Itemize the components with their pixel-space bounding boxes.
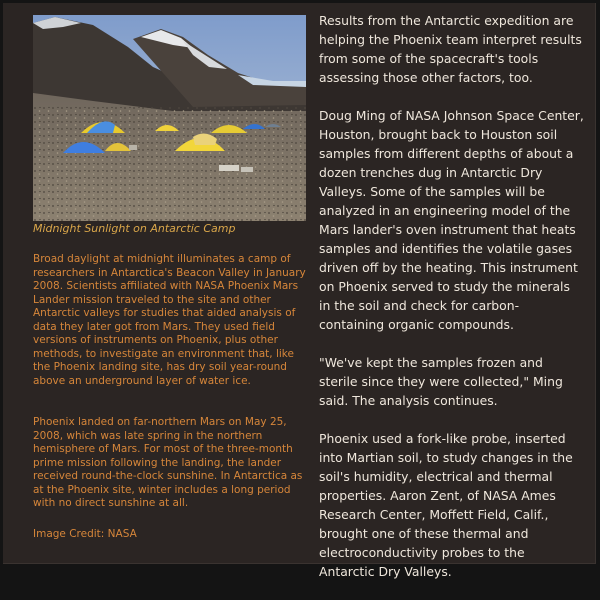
- right-paragraph-2: Doug Ming of NASA Johnson Space Center, Houston, brought back to Houston soil samples from different depths of about a dozen trenches dug in Antarctic Dry Valleys. Some of the samples will be analyzed in an engineering model of the Mars lander's oven instrument that heats samples and identifies the volatile gases driven off by the heating. This instrument on Phoenix served to study the minerals in the soil and check for carbon-containing organic compounds.: [319, 108, 584, 332]
- left-paragraph-1: Broad daylight at midnight illuminates a camp of researchers in Antarctica's Beacon Valley in January 2008. Scientists affiliated with NASA Phoenix Mars Lander mission traveled to the site and other Antarctic valleys for studies that aided analysis of data they later got from Mars. They used field versions of instruments on Phoenix, plus other methods, to investigate an environment that, like the Phoenix landing site, has dry soil year-round above an underground layer of water ice.: [33, 253, 306, 387]
- right-paragraph-1: Results from the Antarctic expedition are helping the Phoenix team interpret results from some of the spacecraft's tools assessing those other factors, too.: [319, 13, 582, 85]
- camp-photo: [33, 15, 306, 221]
- photo-caption: Midnight Sunlight on Antarctic Camp: [33, 222, 236, 235]
- right-paragraph-4: Phoenix used a fork-like probe, inserted into Martian soil, to study changes in the soil's humidity, electrical and thermal properties. Aaron Zent, of NASA Ames Research Center, Moffett Field, Calif., brought one of these thermal and electroconductivity probes to the Antarctic Dry Valleys.: [319, 431, 573, 579]
- article-body: [319, 11, 584, 600]
- right-paragraph-3: "We've kept the samples frozen and sterile since they were collected," Ming said. The analysis continues.: [319, 355, 563, 408]
- left-paragraph-2: Phoenix landed on far-northern Mars on May 25, 2008, which was late spring in the northern hemisphere of Mars. For most of the three-month prime mission following the landing, the lander received round-the-clock sunshine. In Antarctica as at the Phoenix site, winter includes a long period with no direct sunshine at all.: [33, 416, 303, 509]
- image-credit: Image Credit: NASA: [33, 528, 137, 540]
